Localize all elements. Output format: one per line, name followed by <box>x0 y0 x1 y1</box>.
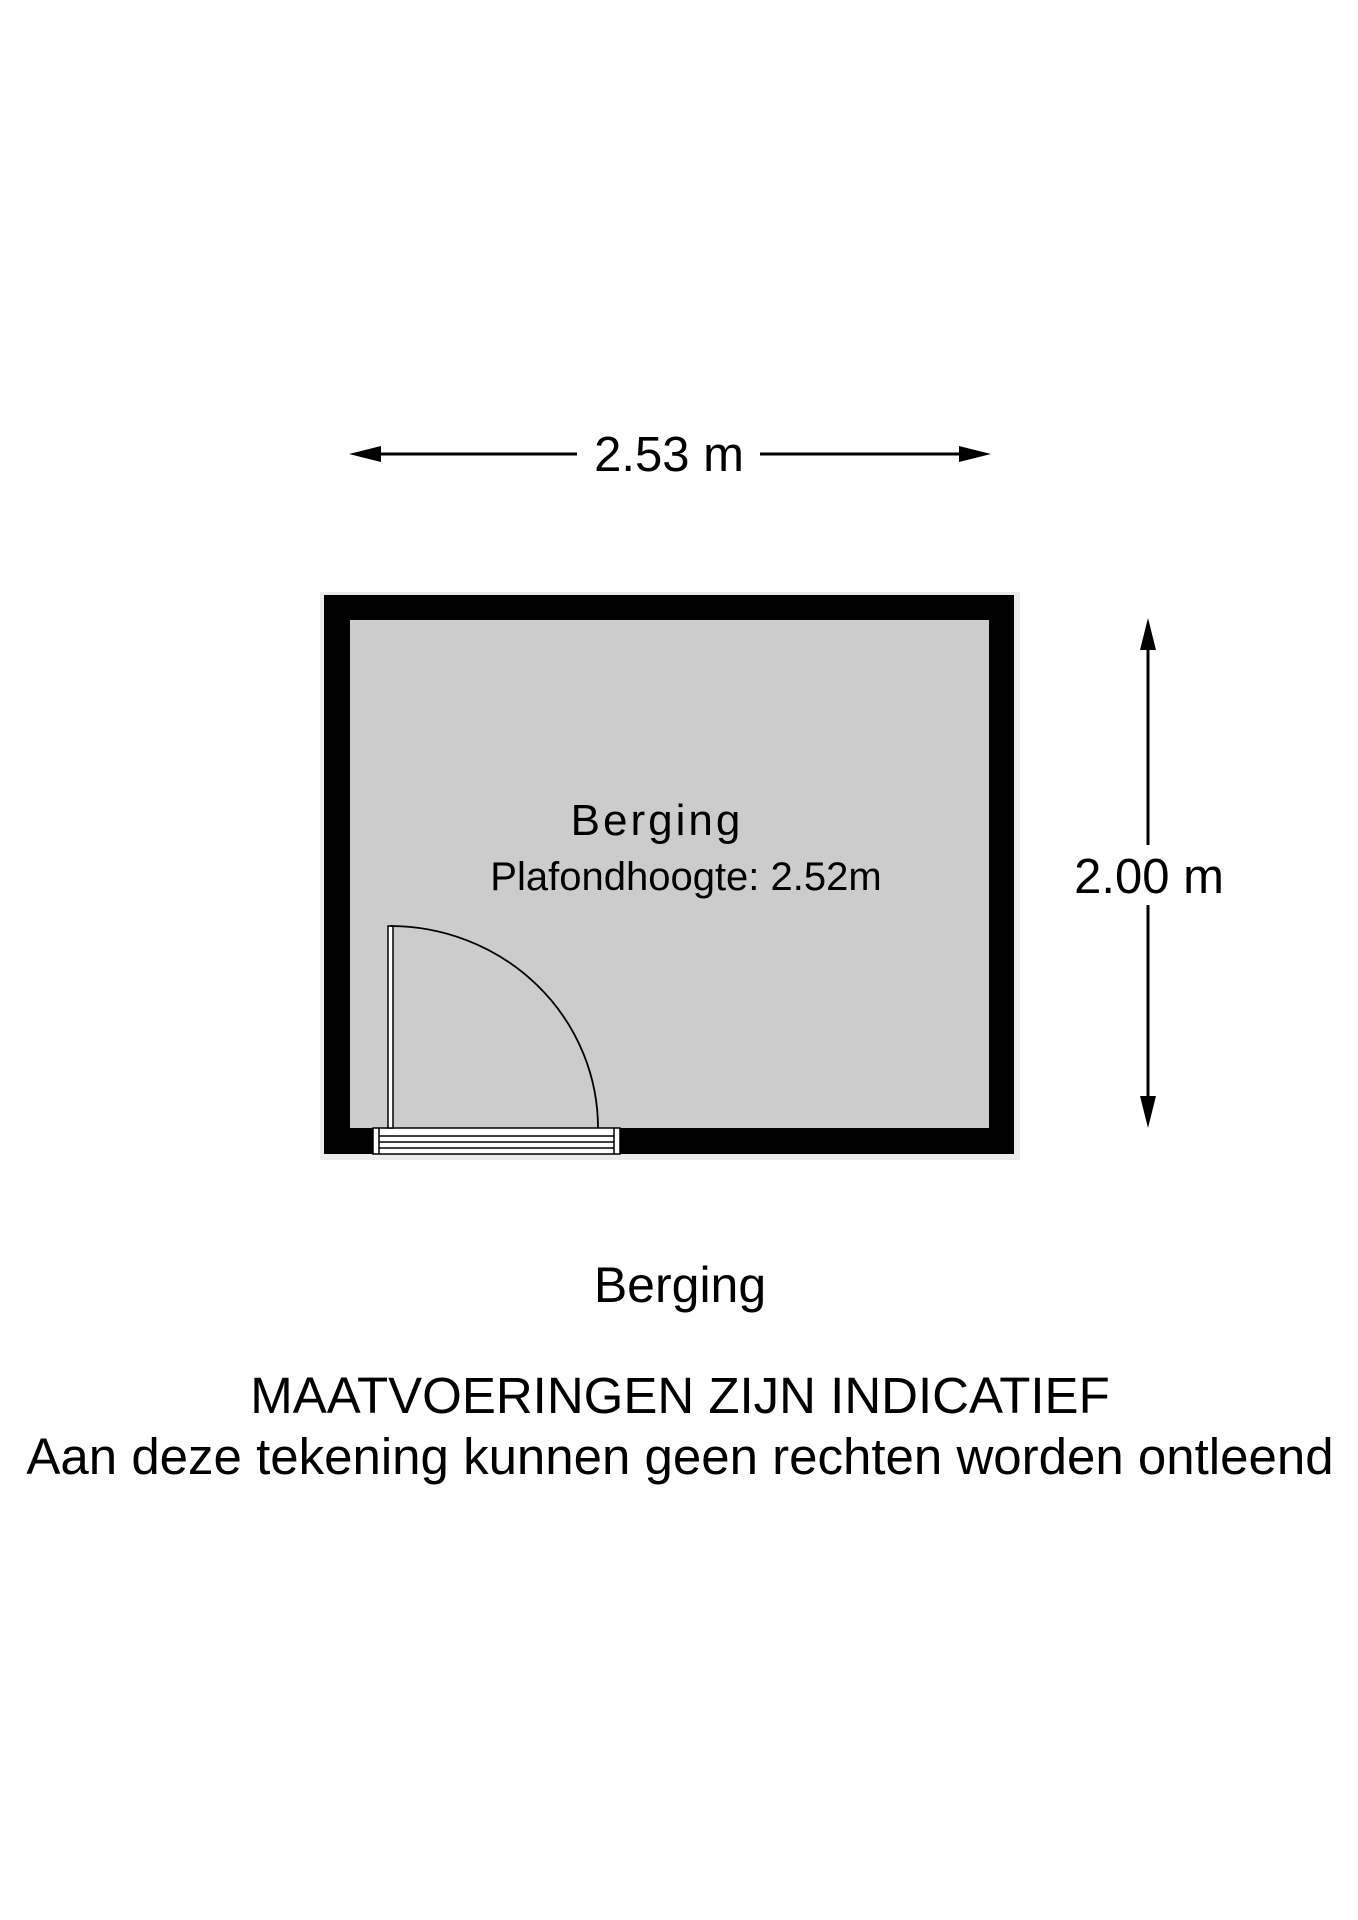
arrow-down-icon <box>1140 1096 1156 1128</box>
width-dimension <box>349 428 991 482</box>
width-dimension-label: 2.53 m <box>594 428 744 482</box>
room <box>320 592 1020 1160</box>
height-dimension <box>1074 618 1224 1128</box>
floor-label: Berging <box>593 1257 767 1313</box>
door-threshold <box>373 1128 620 1154</box>
disclaimer-line-1: MAATVOERINGEN ZIJN INDICATIEF <box>250 1367 1110 1424</box>
room-name: Berging <box>570 796 744 845</box>
disclaimer-line-2: Aan deze tekening kunnen geen rechten worden ontleend <box>26 1428 1334 1485</box>
arrow-right-icon <box>959 446 991 462</box>
door-leaf <box>388 926 393 1128</box>
arrow-up-icon <box>1140 618 1156 650</box>
arrow-left-icon <box>349 446 381 462</box>
height-dimension-label: 2.00 m <box>1074 850 1224 904</box>
room-ceiling-height: Plafondhoogte: 2.52m <box>490 855 882 899</box>
